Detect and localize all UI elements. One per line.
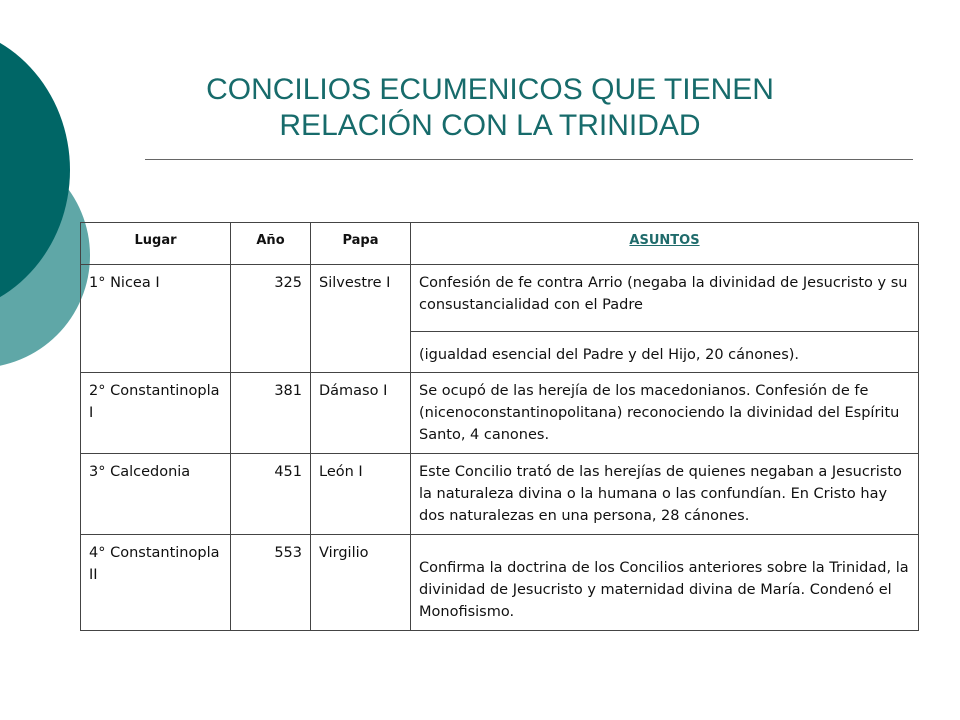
header-asuntos <box>411 223 919 265</box>
cell-asunto: Se ocupó de las herejía de los macedonianos. Confesión de fe (nicenoconstantinopolitana) reconociendo la divinidad del Espíritu Santo, 4 canones. <box>411 373 919 454</box>
cell-anio: 451 <box>231 454 311 535</box>
table-header-row <box>81 223 919 265</box>
table-row <box>81 265 919 332</box>
cell-papa: León I <box>311 454 411 535</box>
table-row <box>81 373 919 454</box>
cell-lugar: 3° Calcedonia <box>81 454 231 535</box>
title-divider <box>145 159 913 160</box>
table-row <box>81 535 919 631</box>
cell-anio: 553 <box>231 535 311 631</box>
header-lugar: Lugar <box>81 223 231 265</box>
title-line-1: CONCILIOS ECUMENICOS QUE TIENEN <box>206 73 774 106</box>
title-line-2: RELACIÓN CON LA TRINIDAD <box>279 109 701 142</box>
cell-lugar: 1° Nicea I <box>81 265 231 373</box>
table-row <box>81 454 919 535</box>
cell-asunto-cont: (igualdad esencial del Padre y del Hijo, 20 cánones). <box>411 332 919 373</box>
councils-table <box>80 222 919 631</box>
header-anio: Año <box>231 223 311 265</box>
cell-asunto: Este Concilio trató de las herejías de quienes negaban a Jesucristo la naturaleza divina o la humana o las confundían. En Cristo hay dos naturalezas en una persona, 28 cánones. <box>411 454 919 535</box>
cell-lugar: 2° Constantinopla I <box>81 373 231 454</box>
cell-papa: Silvestre I <box>311 265 411 373</box>
cell-anio: 381 <box>231 373 311 454</box>
cell-lugar: 4° Constantinopla II <box>81 535 231 631</box>
cell-papa: Virgilio <box>311 535 411 631</box>
cell-asunto: Confesión de fe contra Arrio (negaba la divinidad de Jesucristo y su consustancialidad con el Padre <box>411 265 919 332</box>
cell-papa: Dámaso I <box>311 373 411 454</box>
cell-asunto: Confirma la doctrina de los Concilios anteriores sobre la Trinidad, la divinidad de Jesucristo y maternidad divina de María. Condenó el Monofisismo. <box>411 535 919 631</box>
asuntos-link[interactable]: ASUNTOS <box>629 233 700 248</box>
cell-anio: 325 <box>231 265 311 373</box>
header-papa: Papa <box>311 223 411 265</box>
slide-title <box>140 72 840 144</box>
